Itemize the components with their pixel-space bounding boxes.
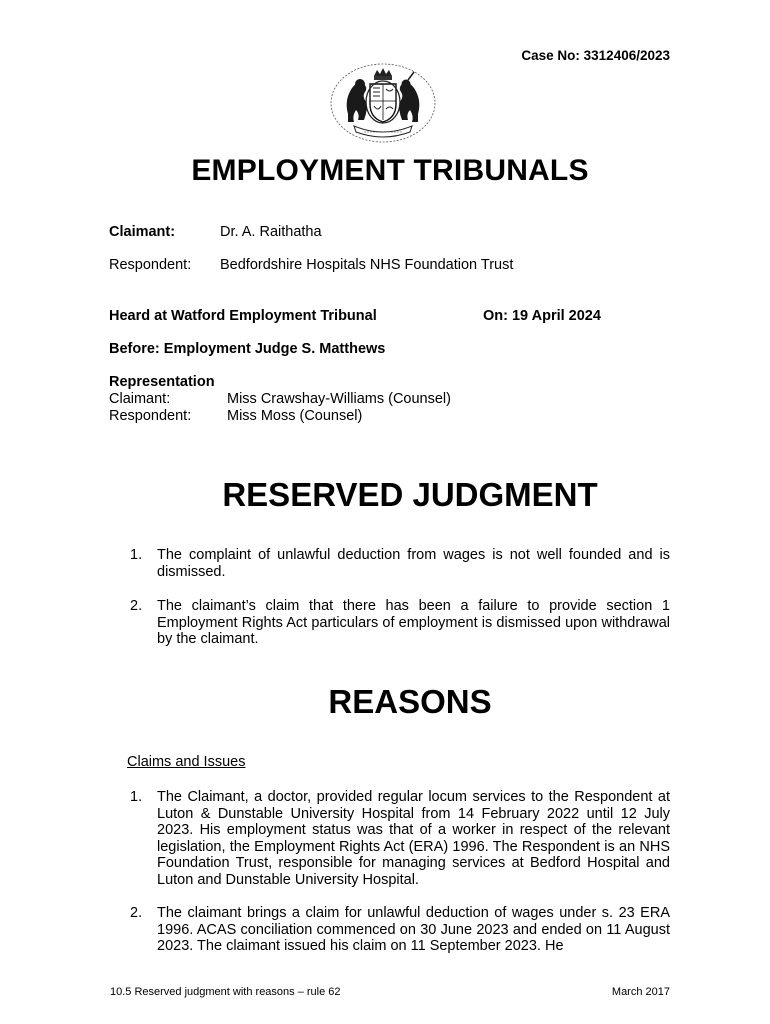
item-text: The complaint of unlawful deduction from wages is not well founded and is dismissed. <box>157 547 670 580</box>
before-judge: Before: Employment Judge S. Matthews <box>109 341 386 357</box>
page-title: EMPLOYMENT TRIBUNALS <box>191 154 589 187</box>
footer-date: March 2017 <box>611 986 670 998</box>
judgment-heading: RESERVED JUDGMENT <box>222 476 598 513</box>
item-number: 1. <box>130 547 143 563</box>
rep-respondent-label: Respondent: <box>109 408 192 424</box>
respondent-value: Bedfordshire Hospitals NHS Foundation Trust <box>220 257 514 273</box>
claims-issues-subheading: Claims and Issues <box>127 754 246 770</box>
item-text: The claimant’s claim that there has been a failure to provide section 1 Employment Rights Act particulars of employment is dismissed upon withdrawal by the claimant. <box>157 598 670 647</box>
item-number: 1. <box>130 789 143 805</box>
royal-coat-of-arms-icon <box>328 62 438 144</box>
claimant-label: Claimant: <box>109 224 176 240</box>
footer-form-reference: 10.5 Reserved judgment with reasons – rule 62 <box>110 986 341 998</box>
rep-respondent-value: Miss Moss (Counsel) <box>227 408 363 424</box>
item-number: 2. <box>130 598 143 614</box>
rep-claimant-label: Claimant: <box>109 391 171 407</box>
judgment-item <box>130 598 670 648</box>
judgment-item <box>130 547 670 580</box>
reason-item <box>130 789 670 888</box>
item-text: The claimant brings a claim for unlawful deduction of wages under s. 23 ERA 1996. ACAS conciliation commenced on 30 June 2023 and ended on 11 August 2023. The claimant issued his claim on 11 September 2023. He <box>157 905 670 954</box>
hearing-date: On: 19 April 2024 <box>483 308 601 324</box>
item-text: The Claimant, a doctor, provided regular locum services to the Respondent at Luton & Dunstable University Hospital from 14 February 2022 until 12 July 2023. His employment status was that of a worker in respect of the relevant legislation, the Employment Rights Act (ERA) 1996. The Respondent is an NHS Foundation Trust, responsible for managing services at Bedford Hospital and Luton and Dunstable University Hospital. <box>157 789 670 888</box>
rep-claimant-value: Miss Crawshay-Williams (Counsel) <box>227 391 451 407</box>
item-number: 2. <box>130 905 143 921</box>
reasons-heading: REASONS <box>328 683 492 720</box>
reason-item <box>130 905 670 955</box>
case-number: Case No: 3312406/2023 <box>521 48 670 63</box>
heard-at: Heard at Watford Employment Tribunal <box>109 308 377 324</box>
representation-heading: Representation <box>109 374 215 390</box>
respondent-label: Respondent: <box>109 257 192 273</box>
claimant-value: Dr. A. Raithatha <box>220 224 322 240</box>
